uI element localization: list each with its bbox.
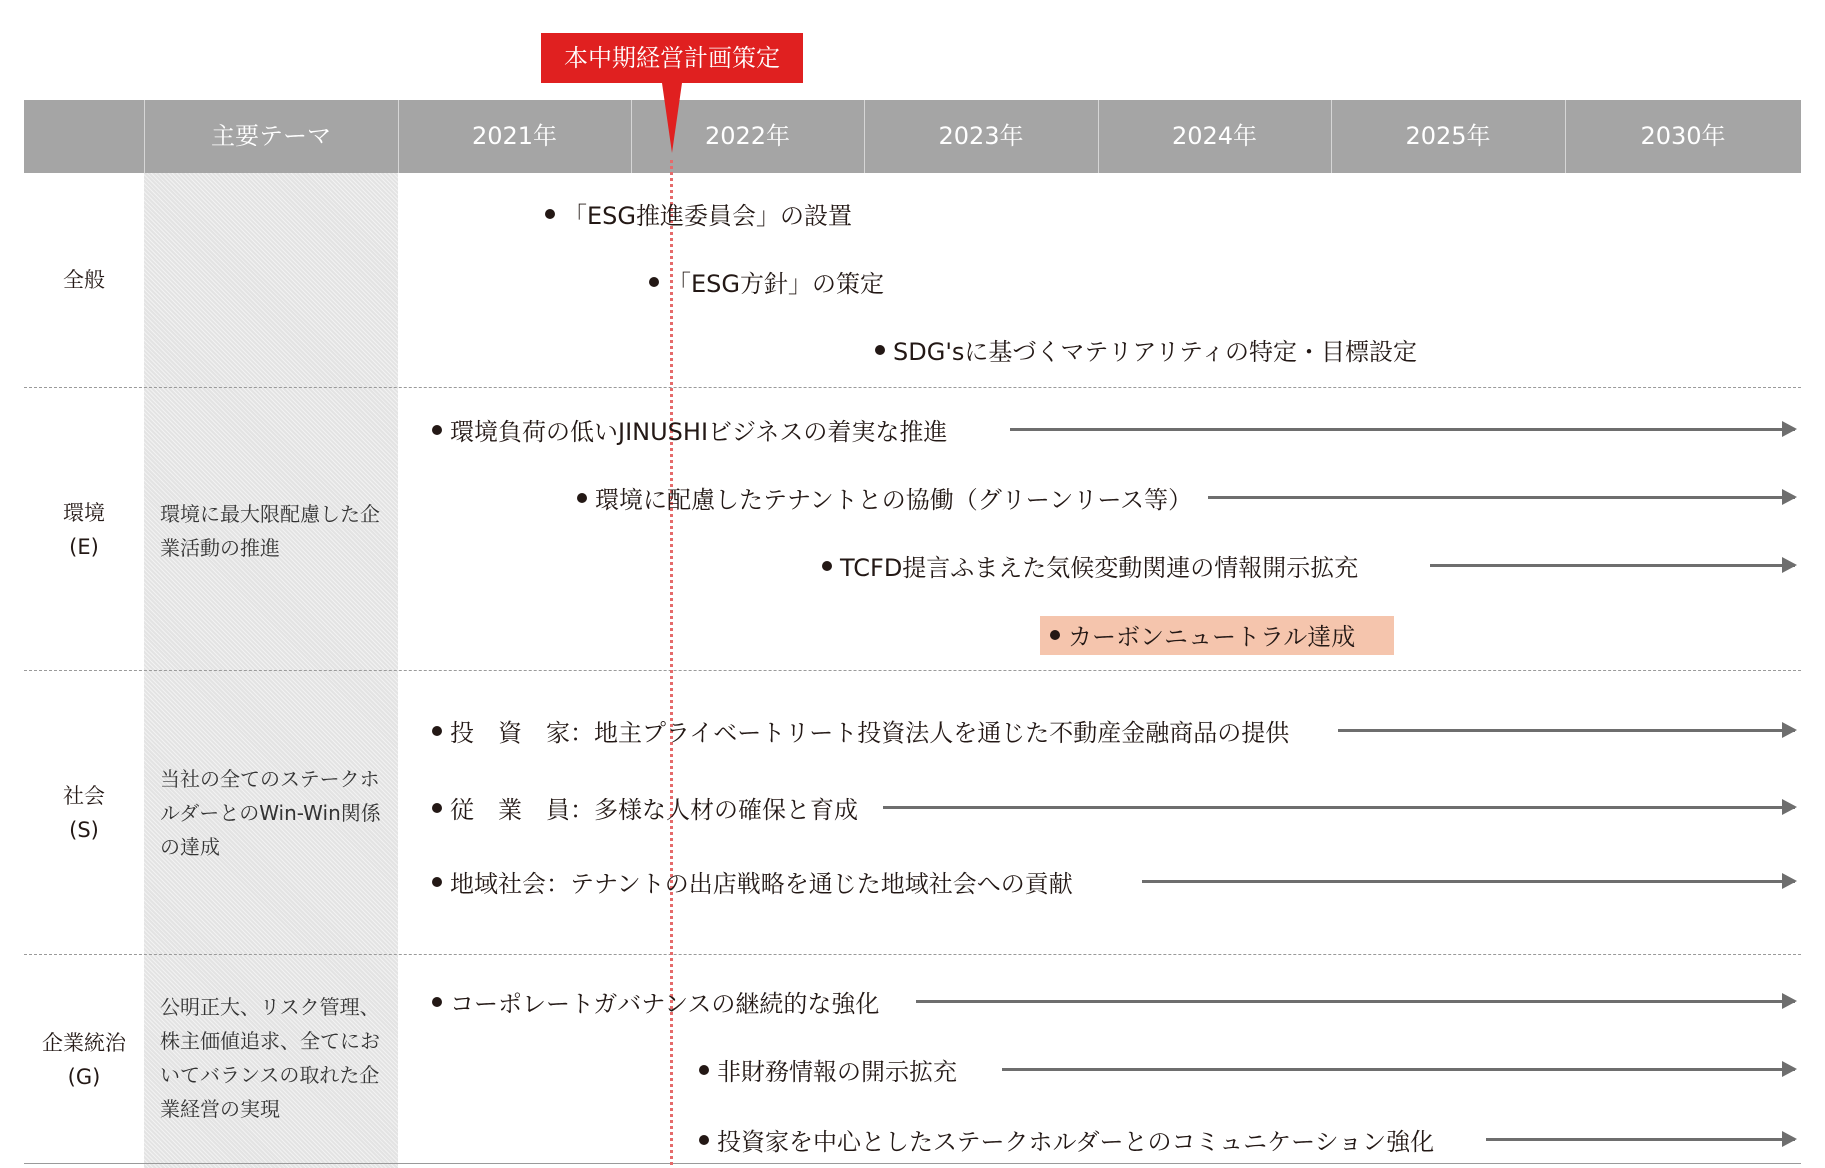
item-green-lease: 環境に配慮したテナントとの協働（グリーンリース等） [577,480,1192,515]
category-label: 企業統治 [42,1031,126,1055]
theme-governance: 公明正大、リスク管理、株主価値追求、全てにおいてバランスの取れた企業経営の実現 [160,995,380,1121]
category-code: (G) [67,1065,101,1089]
item-jinushi-business: 環境負荷の低いJINUSHIビジネスの着実な推進 [432,412,947,447]
header-year-2023: 2023年 [938,122,1024,150]
item-stakeholder-communication: 投資家を中心としたステークホルダーとのコミュニケーション強化 [699,1122,1434,1157]
arrow [1010,428,1795,431]
bullet [699,1065,709,1075]
category-social [24,779,144,847]
bullet [875,345,885,355]
header-year-2025: 2025年 [1405,122,1491,150]
bullet [432,877,442,887]
item-investors: 投 資 家：地主プライベートリート投資法人を通じた不動産金融商品の提供 [432,713,1289,748]
category-governance [24,1026,144,1094]
bullet [432,803,442,813]
item-nonfinancial-disclosure: 非財務情報の開示拡充 [699,1052,957,1087]
milestone-label: 本中期経営計画策定 [541,33,803,83]
header-theme-label: 主要テーマ [211,122,331,150]
item-tcfd: TCFD提言ふまえた気候変動関連の情報開示拡充 [822,548,1358,583]
header-year-2021: 2021年 [471,122,558,150]
bullet [1050,630,1060,640]
category-code: (S) [69,818,99,842]
theme-environment: 環境に最大限配慮した企業活動の推進 [160,502,380,560]
item-carbon-neutral: カーボンニュートラル達成 [1050,617,1355,652]
milestone-pointer [662,83,682,153]
bullet [432,726,442,736]
header-divider [144,100,145,173]
item-esg-policy: 「ESG方針」の策定 [649,264,884,299]
bullet [699,1135,709,1145]
timeline-header [24,100,1801,173]
item-esg-committee: 「ESG推進委員会」の設置 [545,196,852,231]
arrow [916,1000,1795,1003]
header-year-2022: 2022年 [704,122,791,150]
category-environment [24,496,144,564]
theme-social: 当社の全てのステークホルダーとのWin-Win関係の達成 [160,767,381,859]
arrow [1338,729,1795,732]
arrow [1486,1138,1795,1141]
header-year-2024: 2024年 [1171,122,1258,150]
category-label: 全般 [63,268,105,292]
bullet [577,493,587,503]
bullet [649,277,659,287]
item-corporate-governance: コーポレートガバナンスの継続的な強化 [432,984,879,1019]
row-separator [24,954,1801,955]
item-materiality: SDG'sに基づくマテリアリティの特定・目標設定 [875,332,1417,367]
table-bottom-border [24,1163,1801,1164]
arrow [1002,1068,1795,1071]
arrow [883,806,1795,809]
category-label: 環境 [63,501,105,525]
category-code: (E) [69,535,99,559]
item-employees: 従 業 員：多様な人材の確保と育成 [432,790,858,825]
category-general [24,263,144,297]
arrow [1430,564,1795,567]
item-community: 地域社会：テナントの出店戦略を通じた地域社会への貢献 [432,864,1073,899]
arrow [1208,496,1795,499]
row-separator [24,670,1801,671]
category-label: 社会 [63,784,105,808]
bullet [432,997,442,1007]
bullet [822,561,832,571]
bullet [545,209,555,219]
arrow [1142,880,1795,883]
header-year-2030: 2030年 [1640,122,1726,150]
row-separator [24,387,1801,388]
bullet [432,425,442,435]
